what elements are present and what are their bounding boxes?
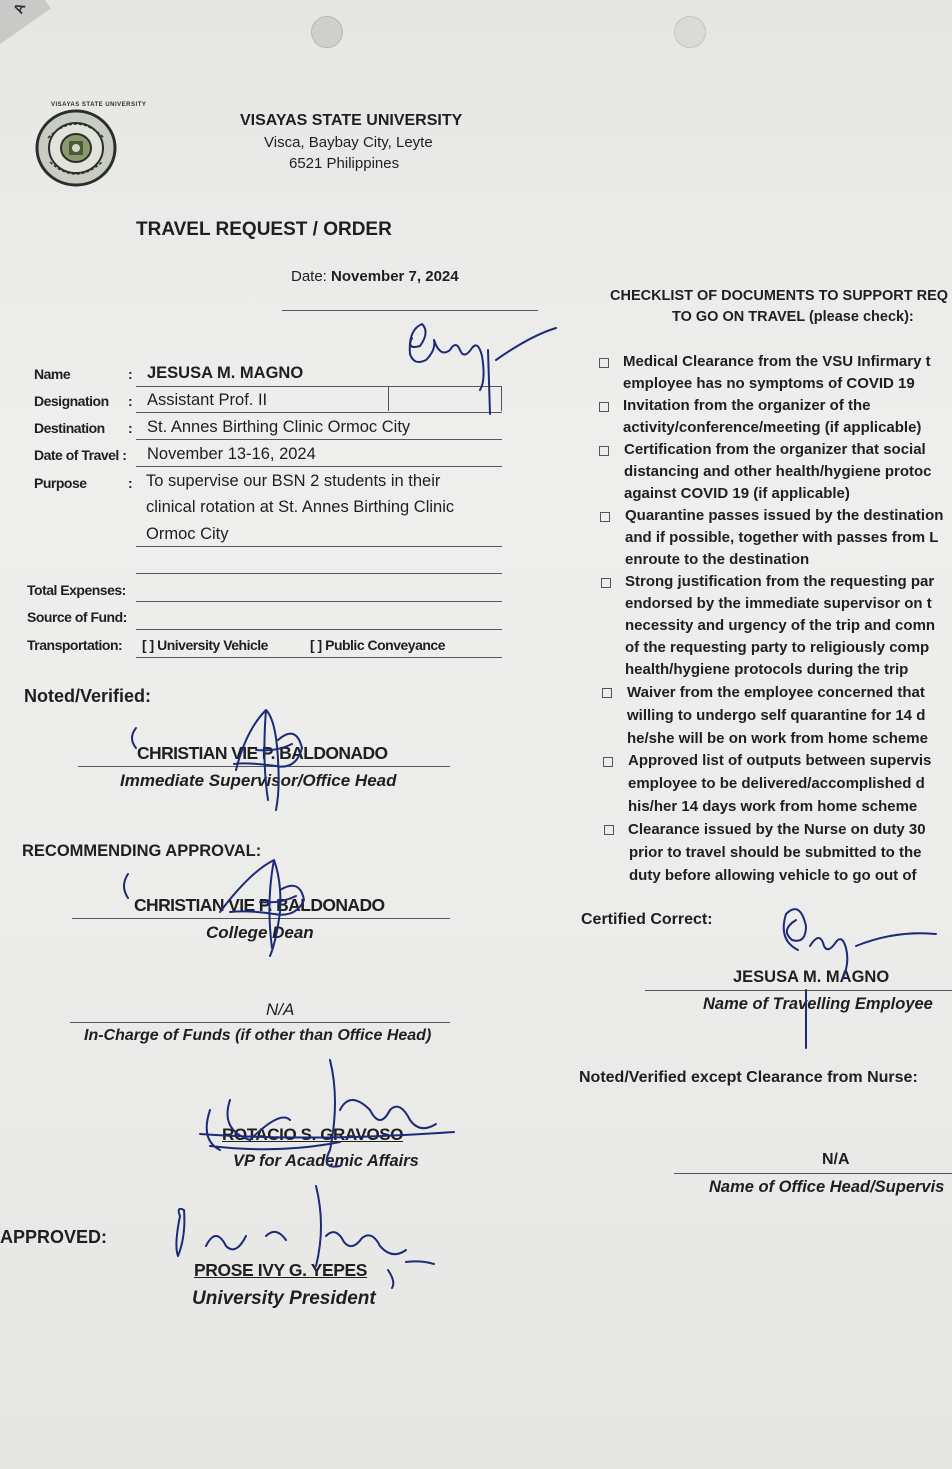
checklist-item-line: Invitation from the organizer of the: [623, 397, 871, 414]
checklist-subtitle: TO GO ON TRAVEL (please check):: [672, 309, 914, 325]
handwritten-signature-employee-icon: [776, 890, 946, 1050]
checklist-item-line: health/hygiene protocols during the trip: [625, 661, 909, 678]
checklist-item-line: Strong justification from the requesting par: [625, 573, 935, 590]
supervisor-name: CHRISTIAN VIE P. BALDONADO: [137, 743, 388, 763]
date-of-travel-underline: [136, 466, 502, 467]
president-name: PROSE IVY G. YEPES: [194, 1260, 368, 1280]
purpose-underline: [136, 546, 502, 547]
dean-title: College Dean: [206, 923, 314, 942]
purpose-underline: [136, 573, 502, 574]
name-label: Name: [34, 366, 71, 382]
noted-verified-label: Noted/Verified:: [24, 686, 152, 706]
checklist-item-line: employee has no symptoms of COVID 19: [623, 375, 915, 392]
transportation-label: Transportation:: [27, 637, 123, 653]
date-value: November 7, 2024: [331, 268, 459, 285]
checklist-item-line: he/she will be on work from home scheme: [627, 730, 928, 747]
purpose-line: To supervise our BSN 2 students in their: [146, 472, 441, 490]
dean-name: CHRISTIAN VIE P. BALDONADO: [134, 895, 385, 915]
checklist-item-line: his/her 14 days work from home scheme: [628, 798, 918, 815]
checklist-item-line: against COVID 19 (if applicable): [624, 485, 850, 502]
checklist-item-line: enroute to the destination: [625, 551, 810, 568]
date-label: Date:: [291, 268, 327, 285]
university-seal-icon: [34, 108, 118, 188]
checkbox[interactable]: [601, 578, 611, 588]
checklist-item-line: prior to travel should be submitted to the: [629, 844, 922, 861]
supervisor-title: Immediate Supervisor/Office Head: [120, 771, 397, 790]
destination-underline: [136, 439, 502, 440]
source-of-fund-label: Source of Fund:: [27, 609, 127, 625]
noted-except-nurse-label: Noted/Verified except Clearance from Nurse:: [579, 1069, 918, 1086]
checkbox[interactable]: [600, 512, 610, 522]
transportation-underline: [136, 657, 502, 658]
purpose-colon: :: [128, 475, 133, 491]
president-title: University President: [192, 1288, 376, 1309]
checkbox[interactable]: [599, 402, 609, 412]
name-colon: :: [128, 366, 133, 382]
purpose-line: clinical rotation at St. Annes Birthing Clinic: [146, 498, 455, 516]
approved-label: APPROVED:: [0, 1227, 108, 1247]
purpose-label: Purpose: [34, 475, 87, 491]
handwritten-signature-top-icon: [400, 310, 560, 420]
source-of-fund-underline: [136, 629, 502, 630]
checklist-item-line: Quarantine passes issued by the destination: [625, 507, 944, 524]
checkbox[interactable]: [599, 446, 609, 456]
designation-colon: :: [128, 393, 133, 409]
checklist-item-line: Clearance issued by the Nurse on duty 30: [628, 821, 926, 838]
office-head-title: Name of Office Head/Supervis: [709, 1178, 945, 1196]
date-field: [291, 268, 459, 285]
total-expenses-label: Total Expenses:: [27, 582, 126, 598]
date-of-travel-value: November 13-16, 2024: [147, 445, 316, 463]
total-expenses-underline: [136, 601, 502, 602]
checklist-item-line: Waiver from the employee concerned that: [627, 684, 925, 701]
checklist-item-line: distancing and other health/hygiene protoc: [624, 463, 932, 480]
university-postal: 6521 Philippines: [289, 155, 400, 172]
employee-name: JESUSA M. MAGNO: [733, 968, 890, 986]
handwritten-signature-president-icon: [166, 1176, 436, 1296]
checklist-item-line: Certification from the organizer that social: [624, 441, 926, 458]
form-title: TRAVEL REQUEST / ORDER: [136, 219, 392, 240]
checklist-item-line: of the requesting party to religiously comp: [625, 639, 930, 656]
checklist-item-line: Approved list of outputs between supervis: [628, 752, 932, 769]
designation-label: Designation: [34, 393, 109, 409]
checklist-item-line: activity/conference/meeting (if applicable): [623, 419, 922, 436]
vp-title: VP for Academic Affairs: [233, 1152, 419, 1170]
checkbox[interactable]: [599, 358, 609, 368]
funds-title: In-Charge of Funds (if other than Office Head): [84, 1027, 432, 1044]
handwritten-signature-vp-icon: [190, 1050, 460, 1180]
punch-hole-right: [674, 16, 706, 48]
checkbox[interactable]: [603, 757, 613, 767]
checklist-item-line: necessity and urgency of the trip and comn: [625, 617, 936, 634]
checklist-item-line: employee to be delivered/accomplished d: [628, 775, 925, 792]
destination-colon: :: [128, 420, 133, 436]
handwritten-signature-supervisor-icon: [126, 700, 316, 820]
university-name: VISAYAS STATE UNIVERSITY: [240, 112, 463, 129]
funds-signature-line: [70, 1022, 450, 1023]
recommending-approval-label: RECOMMENDING APPROVAL:: [22, 842, 262, 860]
university-address: Visca, Baybay City, Leyte: [264, 134, 433, 151]
checklist-item-line: endorsed by the immediate supervisor on t: [625, 595, 932, 612]
checklist-item-line: duty before allowing vehicle to go out of: [629, 867, 917, 884]
public-conveyance-option: [ ] Public Conveyance: [310, 637, 445, 653]
checkbox[interactable]: [604, 825, 614, 835]
handwritten-signature-dean-icon: [120, 852, 320, 962]
checkbox[interactable]: [602, 688, 612, 698]
checklist-item-line: Medical Clearance from the VSU Infirmary t: [623, 353, 931, 370]
seal-text: VISAYAS STATE UNIVERSITY: [51, 102, 147, 108]
checklist-item-line: and if possible, together with passes from L: [625, 529, 939, 546]
name-value: JESUSA M. MAGNO: [147, 364, 304, 382]
employee-title: Name of Travelling Employee: [703, 995, 933, 1013]
certified-correct-label: Certified Correct:: [581, 911, 713, 928]
funds-value: N/A: [266, 1000, 295, 1019]
checklist-title: CHECKLIST OF DOCUMENTS TO SUPPORT REQ: [610, 288, 949, 304]
vp-name: ROTACIO S. GRAVOSO: [222, 1125, 404, 1144]
punch-hole-left: [311, 16, 343, 48]
destination-label: Destination: [34, 420, 105, 436]
office-head-value: N/A: [822, 1151, 850, 1168]
purpose-line: Ormoc City: [146, 525, 229, 543]
checklist-item-line: willing to undergo self quarantine for 14 d: [627, 707, 926, 724]
date-of-travel-label: Date of Travel :: [34, 447, 127, 463]
designation-value: Assistant Prof. II: [147, 391, 268, 409]
office-head-signature-line: [674, 1173, 952, 1174]
destination-value: St. Annes Birthing Clinic Ormoc City: [147, 418, 411, 436]
corner-mark: A: [9, 0, 29, 16]
university-vehicle-option: [ ] University Vehicle: [142, 637, 268, 653]
